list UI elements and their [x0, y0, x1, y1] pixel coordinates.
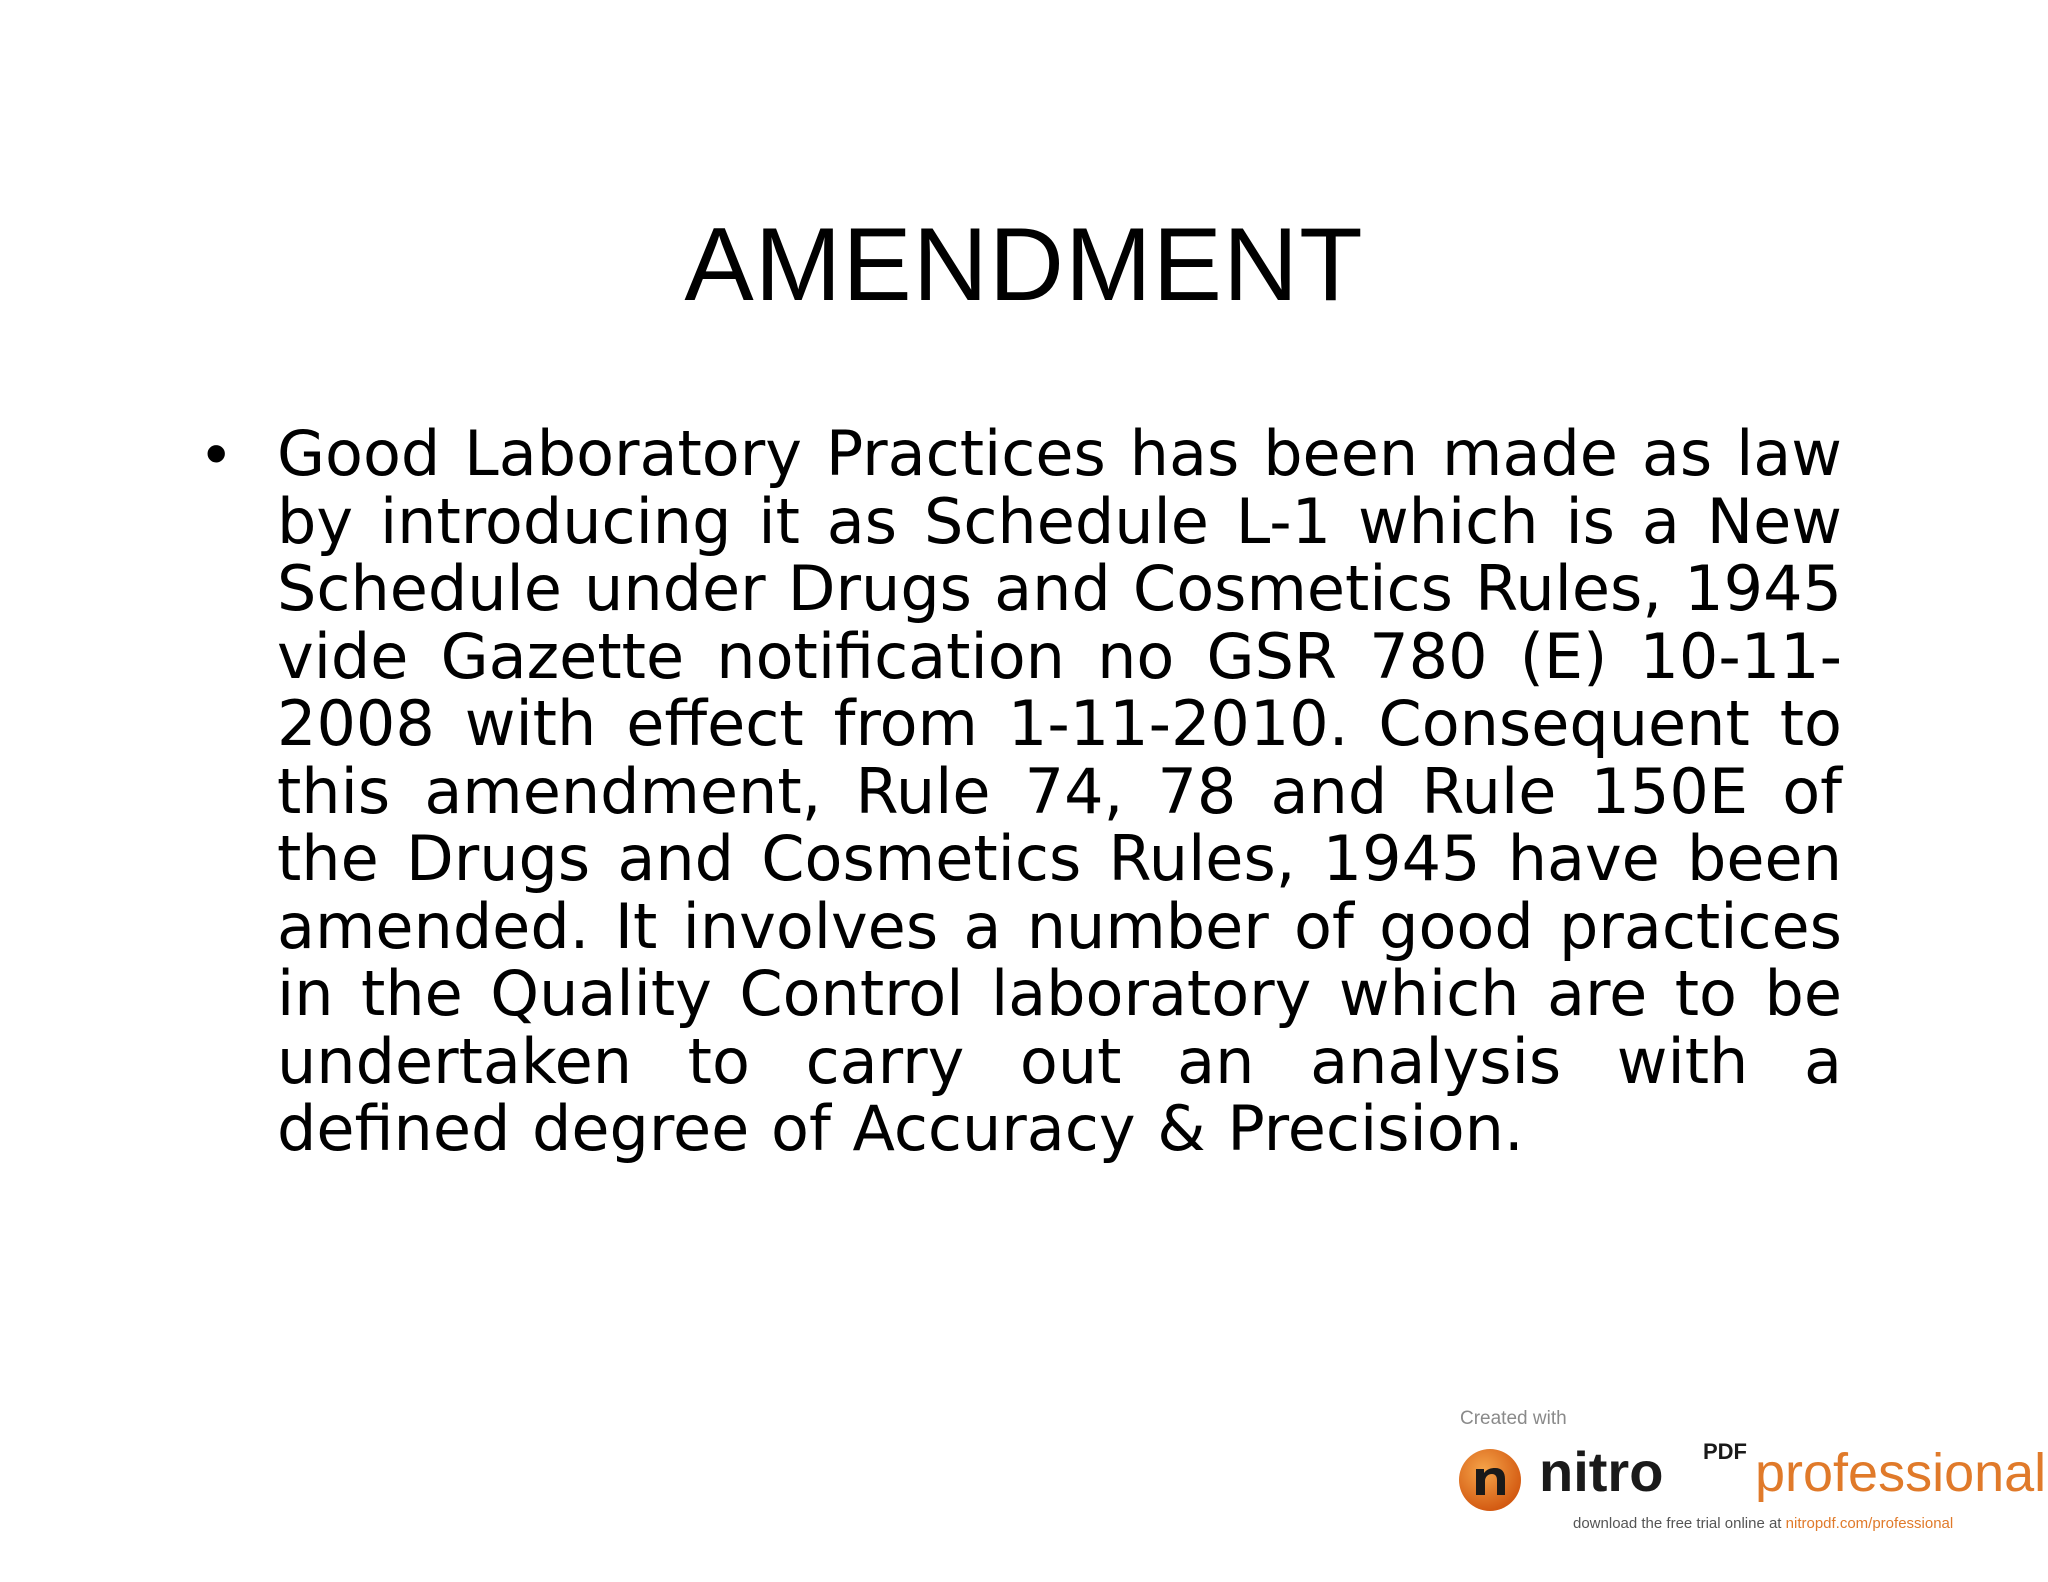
watermark-brand-superscript: PDF — [1703, 1439, 1747, 1464]
nitro-watermark — [1455, 1405, 2045, 1545]
bullet-marker: • — [205, 417, 228, 489]
watermark-download-prefix: download the free trial online at — [1573, 1515, 1786, 1532]
slide-title: AMENDMENT — [684, 207, 1364, 323]
watermark-download-line — [1573, 1515, 1953, 1532]
watermark-created-with: Created with — [1460, 1408, 1567, 1429]
watermark-download-url: nitropdf.com/professional — [1785, 1515, 1954, 1532]
bullet-item-text: Good Laboratory Practices has been made as law by introducing it as Schedule L-1 which is a New Schedule under Drugs and Cosmetics Rules, 1945 vide Gazette notification no GSR 780 (E) 10-11-2008 with effect from 1-11-2010. Consequent to this amendment, Rule 74, 78 and Rule 150E of the Drugs and Cosmetics Rules, 1945 have been amended. It involves a number of good practices in the Quality Control laboratory which are to be undertaken to carry out an analysis with a defined degree of Accuracy & Precision. — [277, 417, 1842, 1165]
watermark-brand: nitro — [1539, 1440, 1664, 1503]
nitro-n-logo-icon — [1457, 1447, 1523, 1513]
bullet-list — [205, 417, 1845, 1165]
watermark-product: professional — [1755, 1443, 2047, 1503]
